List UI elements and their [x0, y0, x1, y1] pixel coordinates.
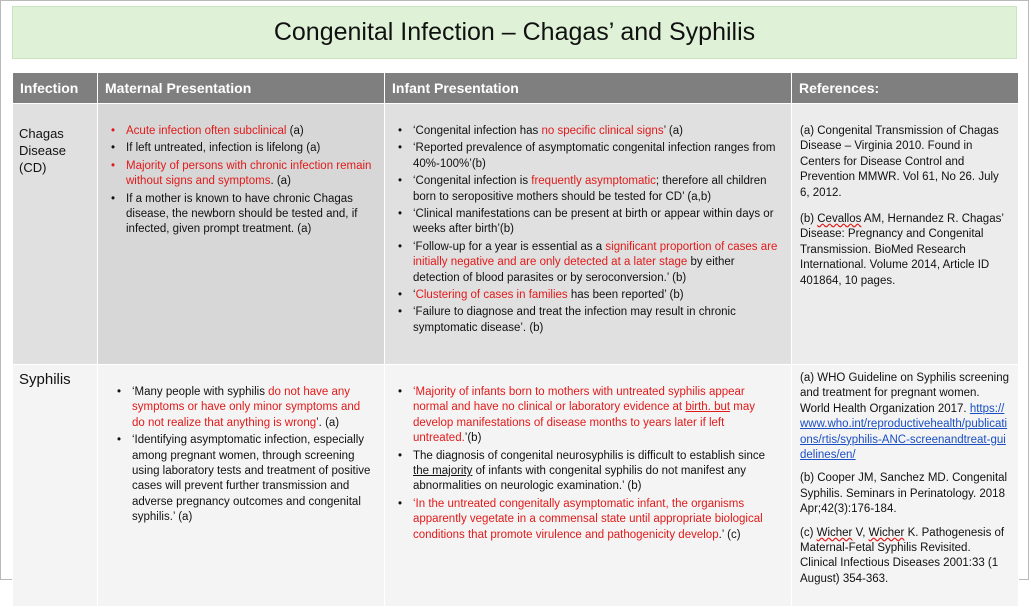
list-item: • ‘Congenital infection is frequently asymptomatic; therefore all children born to seropositive mothers should be tested for CD’ (a,b) — [393, 174, 783, 205]
syphilis-name: Syphilis — [19, 371, 71, 388]
title-bar — [12, 6, 1017, 59]
list-item: • ‘Clustering of cases in families has been reported’ (b) — [393, 288, 783, 303]
reference-a-syphilis: (a) WHO Guideline on Syphilis screening and treatment for pregnant women. World Health Organization 2017. https://www.who.int/reproductivehealth/publications/rtis/syphilis-ANC-screenandtreat-guidelines/en/ — [800, 372, 1010, 462]
infant-list-chagas — [393, 124, 783, 336]
list-item: • ‘Identifying asymptomatic infection, especially among pregnant women, through screening using laboratory tests and treatment of positive cases will prevent further transmission and adverse pregnancy outcomes and congenital syphilis.’ (a) — [112, 433, 376, 525]
reference-c-syphilis: (c) Wicher V, Wicher K. Pathogenesis of Maternal-Fetal Syphilis Revisited. Clinical Infectious Diseases 2001:33 (1 August) 354-363. — [800, 526, 1005, 585]
list-item: • ‘Follow-up for a year is essential as a significant proportion of cases are initially negative and are only detected at a later stage by either detection of blood parasites or by seroconversion.’ (b) — [393, 240, 783, 286]
list-item: • ‘Many people with syphilis do not have any symptoms or have only minor symptoms and do not realize that anything is wrong’. (a) — [112, 385, 376, 431]
header-infant: Infant Presentation — [385, 73, 792, 104]
slide-title: Congenital Infection – Chagas’ and Syphilis — [273, 18, 756, 46]
maternal-cell-syphilis — [98, 365, 385, 607]
who-guideline-link[interactable]: https://www.who.int/reproductivehealth/publications/rtis/syphilis-ANC-screenandtreat-guidelines/en/ — [800, 402, 1008, 462]
maternal-list-syphilis — [112, 385, 376, 526]
list-item: • If a mother is known to have chronic Chagas disease, the newborn should be tested and, if infected, given prompt treatment. (a) — [106, 192, 376, 238]
list-item: • ‘Reported prevalence of asymptomatic congenital infection ranges from 40%-100%’(b) — [393, 141, 783, 172]
reference-b-syphilis: (b) Cooper JM, Sanchez MD. Congenital Syphilis. Seminars in Perinatology. 2018 Apr;42(3):176-184. — [800, 472, 1008, 516]
list-item: • Acute infection often subclinical (a) — [106, 124, 376, 139]
chagas-name: Chagas Disease (CD) — [19, 126, 66, 175]
reference-b-chagas: (b) Cevallos AM, Hernandez R. Chagas’ Disease: Pregnancy and Congenital Transmission. BioMed Research International. Volume 2014, Article ID 401864, 10 pages. — [800, 213, 1004, 287]
header-references: References: — [792, 73, 1019, 104]
infection-name-chagas — [13, 104, 98, 365]
infection-name-syphilis — [13, 365, 98, 607]
references-cell-chagas — [792, 104, 1019, 365]
list-item: • Majority of persons with chronic infection remain without signs and symptoms. (a) — [106, 159, 376, 190]
list-item: • ‘Failure to diagnose and treat the infection may result in chronic symptomatic disease’. (b) — [393, 305, 783, 336]
infant-cell-syphilis — [385, 365, 792, 607]
maternal-list-chagas — [106, 124, 376, 238]
list-item: • If left untreated, infection is lifelong (a) — [106, 141, 376, 156]
table-row-syphilis — [13, 365, 1019, 607]
header-row — [13, 73, 1019, 104]
infant-cell-chagas — [385, 104, 792, 365]
references-cell-syphilis — [792, 365, 1019, 607]
table-row-chagas — [13, 104, 1019, 365]
content-table — [12, 72, 1019, 607]
header-infection: Infection — [13, 73, 98, 104]
list-item: • ‘In the untreated congenitally asymptomatic infant, the organisms apparently vegetate in a commensal state until appropriate biological conditions that promote virulence and pathogenicity develop.’ (c) — [393, 497, 783, 543]
list-item: • The diagnosis of congenital neurosyphilis is difficult to establish since the majority of infants with congenital syphilis do not manifest any abnormalities on neurologic examination.’ (b) — [393, 449, 783, 495]
maternal-cell-chagas — [98, 104, 385, 365]
list-item: • ‘Clinical manifestations can be present at birth or appear within days or weeks after birth’(b) — [393, 207, 783, 238]
reference-a-chagas: (a) Congenital Transmission of Chagas Disease – Virginia 2010. Found in Centers for Disease Control and Prevention MMWR. Vol 61, No 26. July 6, 2012. — [800, 125, 999, 199]
infant-list-syphilis — [393, 385, 783, 543]
list-item: • ‘Congenital infection has no specific clinical signs’ (a) — [393, 124, 783, 139]
list-item: • ‘Majority of infants born to mothers with untreated syphilis appear normal and have no clinical or laboratory evidence at birth. but may develop manifestations of disease months to years later if left untreated.’(b) — [393, 385, 783, 447]
header-maternal: Maternal Presentation — [98, 73, 385, 104]
